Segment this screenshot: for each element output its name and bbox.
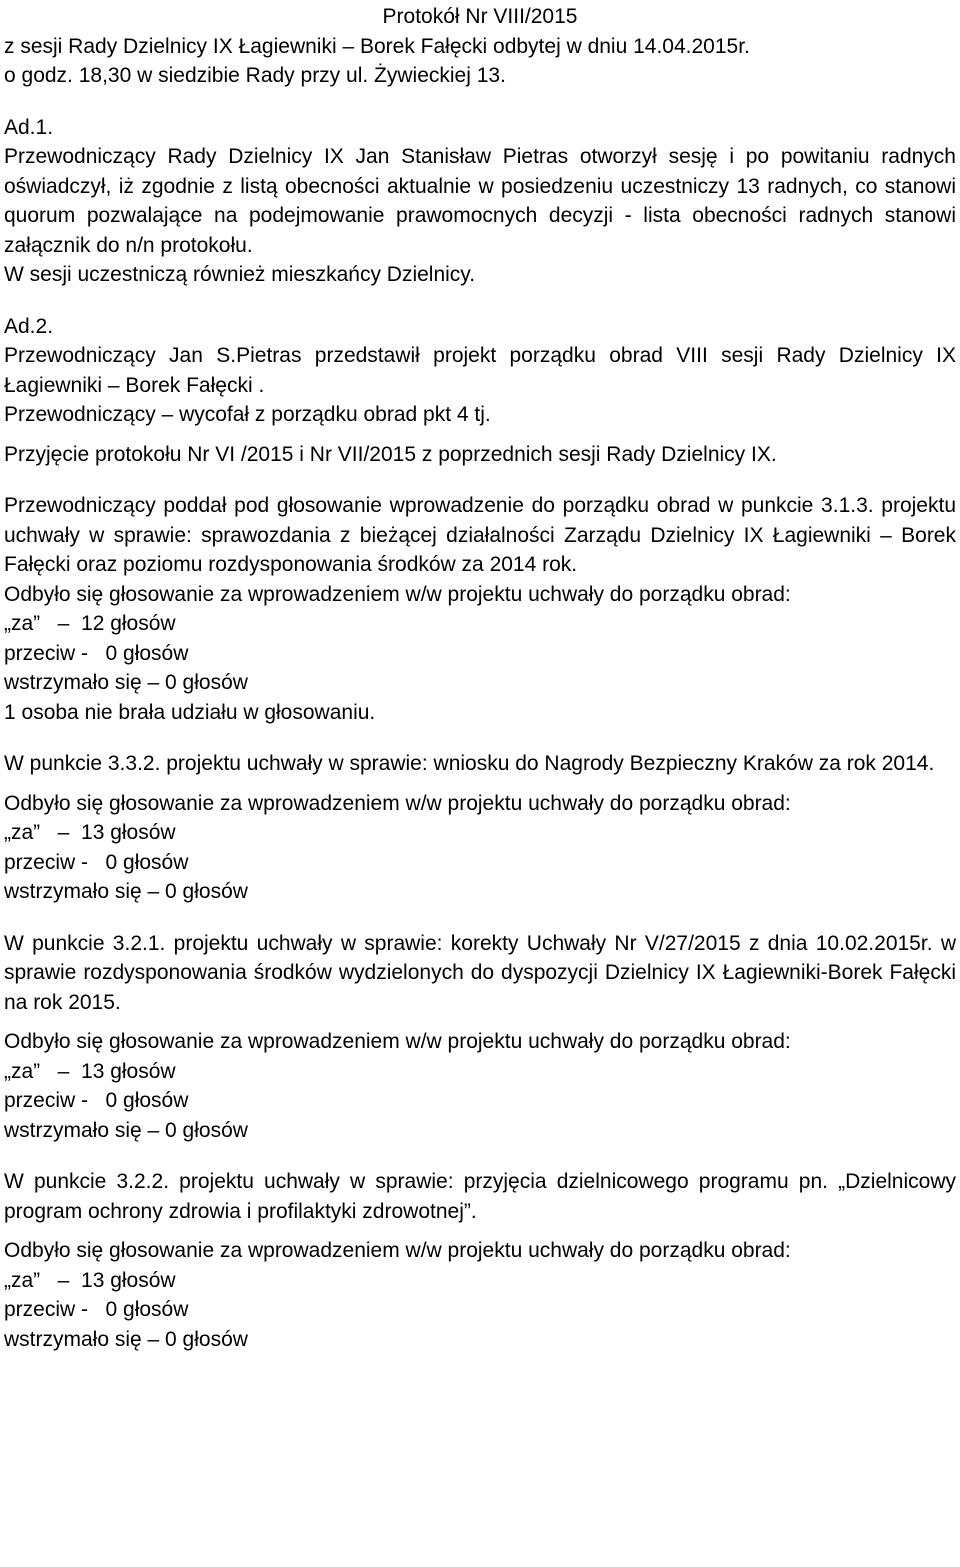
section3-vote-abstain: wstrzymało się – 0 głosów [4, 1118, 248, 1142]
section3-vote-for: „za” – 13 głosów [4, 1059, 176, 1083]
section4-vote-abstain: wstrzymało się – 0 głosów [4, 1327, 248, 1351]
section2-paragraph: W punkcie 3.3.2. projektu uchwały w sprawie: wniosku do Nagrody Bezpieczny Kraków za rok 2014. [4, 752, 935, 775]
section2-vote-for: „za” – 13 głosów [4, 821, 176, 844]
section1-vote-abstain: wstrzymało się – 0 głosów [4, 671, 248, 694]
section4-vote-for: „za” – 13 głosów [4, 1268, 176, 1292]
ad1-paragraph: Przewodniczący Rady Dzielnicy IX Jan Stanisław Pietras otworzył sesję i po powitaniu radnych oświadczył, iż zgodnie z listą obecności aktualnie w posiedzeniu uczestniczy 13 radnych, co stanowi quorum pozwalające na podejmowanie prawomocnych decyzji - lista obecności radnych stanowi załącznik do n/n protokołu. [4, 145, 956, 257]
section1-vote-against: przeciw - 0 głosów [4, 641, 189, 665]
section1-vote-for: „za” – 12 głosów [4, 612, 176, 635]
ad2-heading: Ad.2. [4, 314, 54, 338]
section1-note: 1 osoba nie brała udziału w głosowaniu. [4, 700, 376, 724]
section4-vote-intro: Odbyło się głosowanie za wprowadzeniem w/w projektu uchwały do porządku obrad: [4, 1239, 791, 1262]
section2-vote-intro: Odbyło się głosowanie za wprowadzeniem w/w projektu uchwały do porządku obrad: [4, 791, 791, 815]
section3-vote-against: przeciw - 0 głosów [4, 1089, 189, 1112]
document-title: Protokół Nr VIII/2015 [382, 5, 578, 28]
section2-vote-abstain: wstrzymało się – 0 głosów [4, 880, 248, 903]
ad2-withdrawn-item: Przyjęcie protokołu Nr VI /2015 i Nr VII/2015 z poprzednich sesji Rady Dzielnicy IX. [4, 442, 777, 466]
section4-vote-against: przeciw - 0 głosów [4, 1298, 189, 1321]
section1-paragraph: Przewodniczący poddał pod głosowanie wprowadzenie do porządku obrad w punkcie 3.1.3. projektu uchwały w sprawie: sprawozdania z bieżącej działalności Zarządu Dzielnicy IX Łagiewniki – Borek Fałęcki oraz poziomu rozdysponowania środków za 2014 rok. [4, 494, 956, 576]
section3-vote-intro: Odbyło się głosowanie za wprowadzeniem w/w projektu uchwały do porządku obrad: [4, 1030, 791, 1053]
document-page [4, 0, 956, 1354]
section4-paragraph: W punkcie 3.2.2. projektu uchwały w sprawie: przyjęcia dzielnicowego programu pn. „Dzielnicowy program ochrony zdrowia i profilaktyki zdrowotnej”. [4, 1170, 956, 1223]
ad1-residents-note: W sesji uczestniczą również mieszkańcy Dzielnicy. [4, 263, 476, 286]
section3-paragraph: W punkcie 3.2.1. projektu uchwały w sprawie: korekty Uchwały Nr V/27/2015 z dnia 10.02.2015r. w sprawie rozdysponowania środków wydzielonych do dyspozycji Dzielnicy IX Łagiewniki-Borek Fałęcki na rok 2015. [4, 931, 956, 1014]
ad2-paragraph: Przewodniczący Jan S.Pietras przedstawił projekt porządku obrad VIII sesji Rady Dzielnicy IX Łagiewniki – Borek Fałęcki . [4, 344, 956, 397]
session-info-line: z sesji Rady Dzielnicy IX Łagiewniki – Borek Fałęcki odbytej w dniu 14.04.2015r. [4, 34, 750, 58]
session-place-line: o godz. 18,30 w siedzibie Rady przy ul. Żywieckiej 13. [4, 64, 506, 87]
section1-vote-intro: Odbyło się głosowanie za wprowadzeniem w/w projektu uchwały do porządku obrad: [4, 582, 791, 606]
ad2-withdrawal: Przewodniczący – wycofał z porządku obrad pkt 4 tj. [4, 403, 491, 426]
ad1-heading: Ad.1. [4, 115, 54, 139]
section2-vote-against: przeciw - 0 głosów [4, 850, 189, 874]
